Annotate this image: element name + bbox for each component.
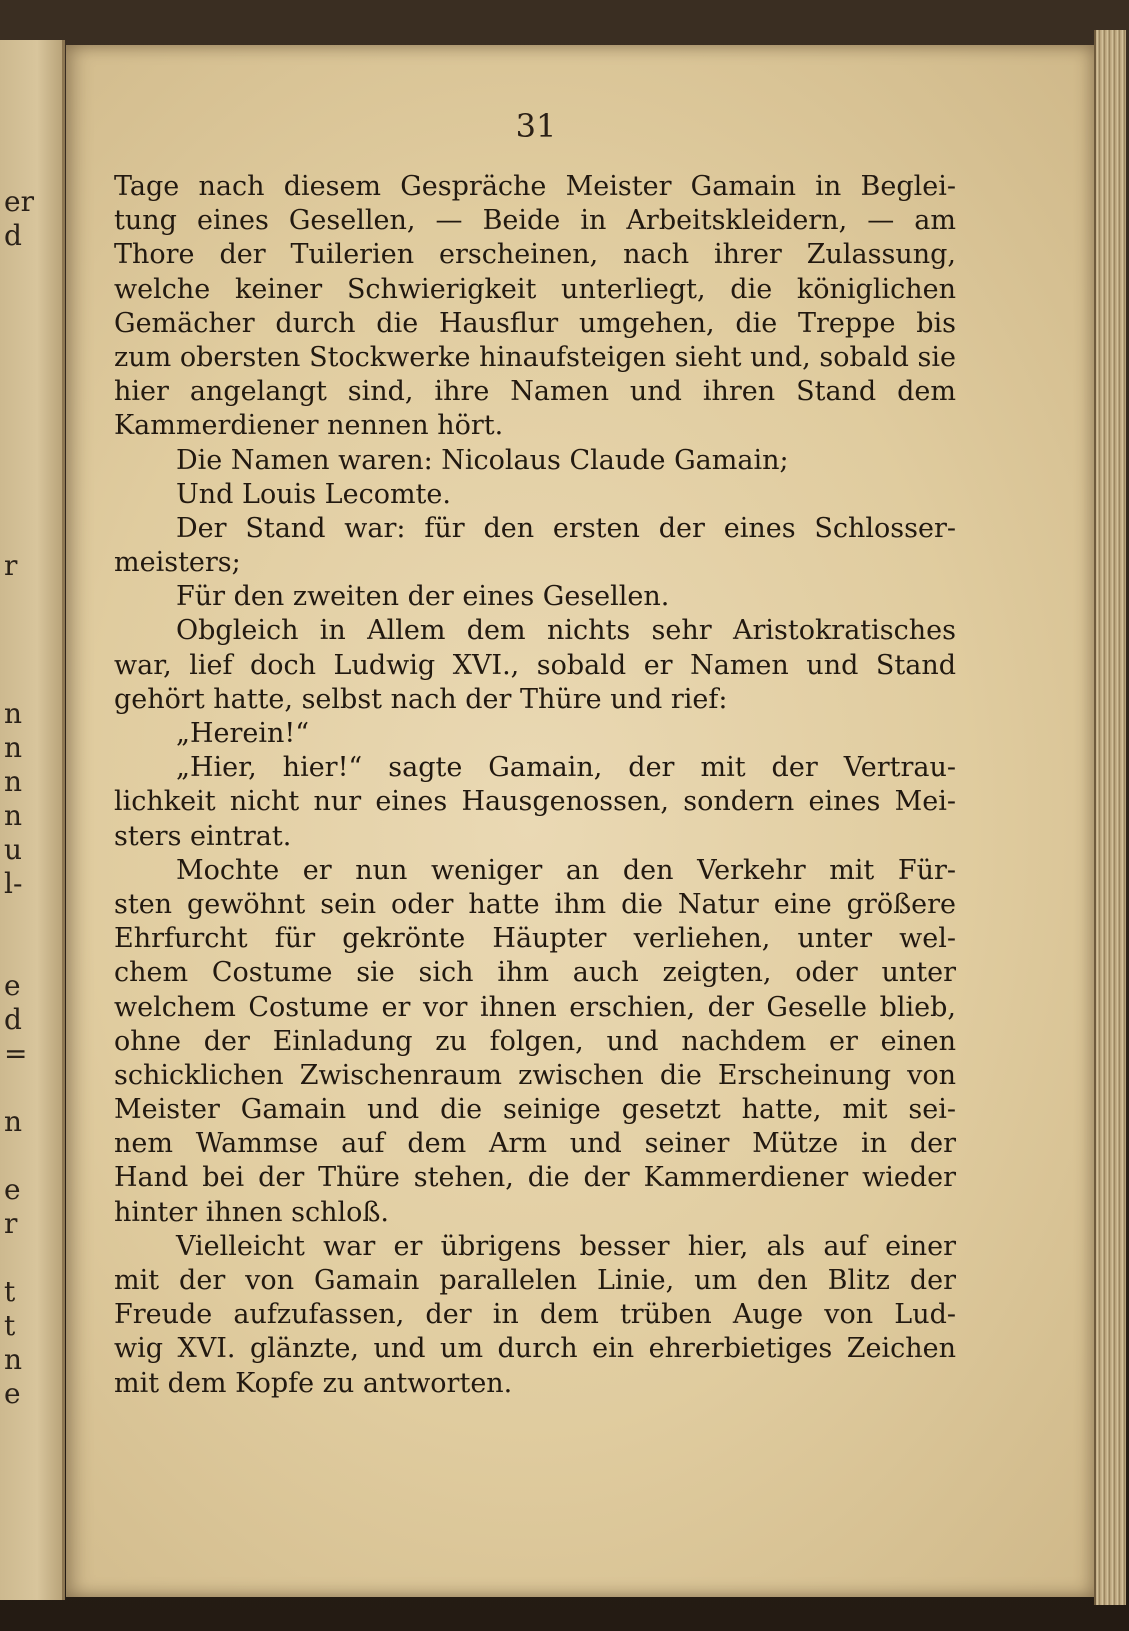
left-page-fragment: n — [4, 1343, 23, 1376]
text-line: sters eintrat. — [114, 820, 292, 852]
left-page-fragment: t — [4, 1309, 16, 1342]
left-page-fragment: n — [4, 799, 23, 832]
left-page-fragment: n — [4, 697, 23, 730]
left-page-fragment: e — [4, 1173, 21, 1206]
text-line: chem Costume sie sich ihm auch zeigten, oder unter — [114, 957, 956, 989]
text-line: hinter ihnen schloß. — [114, 1196, 389, 1228]
text-line: schicklichen Zwischenraum zwischen die Erscheinung von — [114, 1059, 956, 1091]
text-line: Und Louis Lecomte. — [176, 478, 451, 510]
text-line: Vielleicht war er übrigens besser hier, als auf einer — [176, 1230, 956, 1262]
text-line: Für den zweiten der eines Gesellen. — [176, 581, 670, 613]
text-line: Die Namen waren: Nicolaus Claude Gamain; — [176, 444, 789, 476]
left-page-fragment: = — [4, 1037, 28, 1070]
left-page-fragment: r — [4, 1207, 18, 1240]
text-line: mit dem Kopfe zu antworten. — [114, 1367, 513, 1399]
text-line: Ehrfurcht für gekrönte Häupter verliehen, unter wel- — [114, 923, 956, 955]
text-line: Meister Gamain und die seinige gesetzt hatte, mit sei- — [114, 1094, 956, 1126]
text-line: zum obersten Stockwerke hinaufsteigen sieht und, sobald sie — [114, 341, 956, 373]
text-line: sten gewöhnt sein oder hatte ihm die Natur eine größere — [114, 888, 956, 920]
text-line: lichkeit nicht nur eines Hausgenossen, sondern eines Mei- — [114, 786, 956, 818]
text-line: Thore der Tuilerien erscheinen, nach ihrer Zulassung, — [114, 239, 956, 271]
left-page-fragment: er — [4, 185, 34, 218]
text-line: nem Wammse auf dem Arm und seiner Mütze in der — [114, 1128, 956, 1160]
text-line: Gemächer durch die Hausflur umgehen, die Treppe bis — [114, 307, 956, 339]
page-edges — [1094, 30, 1126, 1605]
left-page-fragment: u — [4, 833, 23, 866]
text-line: Tage nach diesem Gespräche Meister Gamain in Beglei- — [114, 171, 956, 202]
text-line: gehört hatte, selbst nach der Thüre und rief: — [114, 683, 728, 715]
text-line: welche keiner Schwierigkeit unterliegt, die königlichen — [114, 273, 956, 305]
left-page-fragment: n — [4, 731, 23, 764]
text-line: Freude aufzufassen, der in dem trüben Auge von Lud- — [114, 1299, 956, 1331]
text-line: Kammerdiener nennen hört. — [114, 410, 504, 442]
left-page-fragment: t — [4, 1275, 16, 1308]
text-line: Obgleich in Allem dem nichts sehr Aristokratisches — [176, 615, 956, 647]
text-line: Mochte er nun weniger an den Verkehr mit Für- — [176, 854, 956, 886]
page-body-text — [114, 170, 956, 1401]
text-line: mit der von Gamain parallelen Linie, um den Blitz der — [114, 1265, 956, 1296]
text-line: hier angelangt sind, ihre Namen und ihren Stand dem — [114, 376, 956, 408]
text-line: Der Stand war: für den ersten der eines Schlosser- — [176, 512, 956, 544]
text-line: ohne der Einladung zu folgen, und nachdem er einen — [114, 1025, 956, 1057]
text-line: tung eines Gesellen, — Beide in Arbeitskleidern, — am — [114, 205, 956, 237]
left-page-fragment: e — [4, 969, 21, 1002]
text-line: wig XVI. glänzte, und um durch ein ehrerbietiges Zeichen — [114, 1333, 956, 1365]
left-page-fragment: n — [4, 1105, 23, 1138]
text-line: war, lief doch Ludwig XVI., sobald er Namen und Stand — [114, 649, 956, 681]
left-page-fragment: l- — [4, 867, 23, 900]
text-line: welchem Costume er vor ihnen erschien, der Geselle blieb, — [114, 991, 956, 1023]
text-line: Hand bei der Thüre stehen, die der Kammerdiener wieder — [114, 1162, 956, 1194]
text-line: „Herein!“ — [176, 718, 310, 749]
left-page-fragment: d — [4, 219, 22, 252]
left-page-fragment: r — [4, 549, 18, 582]
left-facing-page — [0, 40, 65, 1600]
left-page-fragment: d — [4, 1003, 22, 1036]
page-number: 31 — [515, 107, 557, 145]
text-line: „Hier, hier!“ sagte Gamain, der mit der Vertrau- — [176, 752, 956, 784]
left-page-fragment: n — [4, 765, 23, 798]
book-page — [66, 45, 1094, 1597]
left-page-fragment: e — [4, 1377, 21, 1410]
text-line: meisters; — [114, 547, 241, 579]
